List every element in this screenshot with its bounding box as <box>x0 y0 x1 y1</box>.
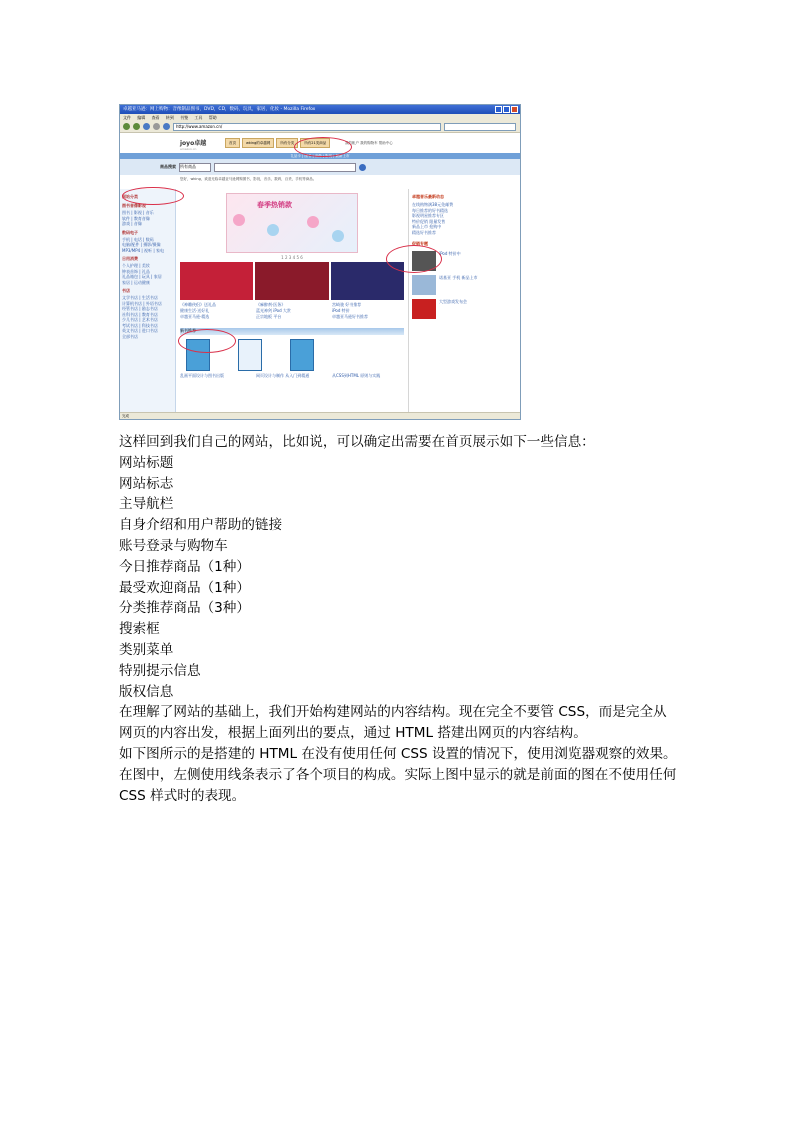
category-link: 经管书店 | 励志书店 <box>122 306 158 311</box>
body-paragraph: 在理解了网站的基础上，我们开始构建网站的内容结构。现在完全不要管 CSS，而是完全从网页的内容出发，根据上面列出的要点，通过 HTML 搭建出网页的内容结构。 <box>119 704 667 742</box>
right-link: 每日推荐的好书精选 <box>412 207 448 213</box>
menu-item: 书签 <box>180 115 189 120</box>
promo-item <box>412 275 517 295</box>
site-logo: joyo卓越 amazon.cn <box>180 140 207 151</box>
list-item: 今日推荐商品（1种） <box>119 558 250 575</box>
promo-link: 卓越亚马逊好书推荐 <box>332 314 368 319</box>
menu-item: 工具 <box>194 115 203 120</box>
promo-item-text: iPod 特价中 <box>439 251 461 256</box>
annotation-ring <box>386 245 442 273</box>
promo-images <box>180 262 404 300</box>
menu-item: 编辑 <box>137 115 146 120</box>
promo-link: 健康生活·送好礼 <box>180 308 210 313</box>
category-link: 考试书店 | 科技书店 <box>122 322 158 328</box>
category-link: MP3/MP4 | 视听 | 家电 <box>122 247 164 253</box>
book-cover <box>290 339 314 371</box>
window-controls <box>495 106 518 113</box>
maximize-icon <box>503 106 510 113</box>
banner-title: 春季热销款 <box>257 201 292 209</box>
list-item: 网站标志 <box>119 475 174 492</box>
category-link: 礼品箱包 | 玩具 | 家居 <box>122 274 162 279</box>
list-item: 网站标题 <box>119 454 174 471</box>
right-link: 精选好书推荐 <box>412 229 436 235</box>
category-heading: 书店 <box>122 288 130 293</box>
site-search <box>120 159 520 175</box>
featured-banner <box>226 193 358 253</box>
category-link: 游戏 | 音像 <box>122 221 142 226</box>
promo-link: 蓝光神剑 iPod 大赏 <box>256 308 291 313</box>
category-link: 计算机书店 | 外语书店 <box>122 300 162 306</box>
promo-link: 卓越亚马逊·精选 <box>180 314 210 319</box>
list-item: 自身介绍和用户帮助的链接 <box>119 517 283 534</box>
nav-tab: 所有21类商品 <box>300 138 330 148</box>
category-menu <box>120 189 176 413</box>
address-bar: http://www.amazon.cn/ <box>173 123 441 131</box>
nav-tab: 所有分类 <box>276 138 298 148</box>
category-link: 全部书店 <box>122 333 138 339</box>
list-item: 最受欢迎商品（1种） <box>119 579 250 596</box>
book-caption: 网页设计与制作 从入门到精通 <box>256 373 310 378</box>
flower-graphic <box>267 224 279 236</box>
flower-graphic <box>233 214 245 226</box>
search-input <box>214 163 356 172</box>
main-content <box>176 189 408 413</box>
promo-item <box>412 299 517 319</box>
menu-item: 转到 <box>165 115 174 120</box>
annotation-ring <box>122 187 184 205</box>
section-heading: 新书推荐 <box>180 328 404 335</box>
right-title: 卓越音乐最新动态 <box>412 194 444 199</box>
back-icon <box>123 123 130 130</box>
category-heading: 数码电子 <box>122 229 138 235</box>
category-link: 文学书店 | 生活书店 <box>122 295 158 300</box>
flower-graphic <box>332 230 344 242</box>
reload-icon <box>143 123 150 130</box>
browser-screenshot-figure <box>119 104 521 420</box>
promo-image <box>180 262 253 300</box>
document-body <box>119 432 679 806</box>
right-link: 新品上市 抢购中 <box>412 224 442 229</box>
flower-graphic <box>307 216 319 228</box>
right-link: 在线购物满38元免邮费 <box>412 202 454 207</box>
menu-bar <box>120 114 520 121</box>
window-title: 卓越亚马逊：网上购物：音像制品图书，DVD，CD，数码，玩具，家居，化妆 - Mozilla Firefox <box>120 105 520 114</box>
promo-links <box>180 302 404 320</box>
stop-icon <box>153 123 160 130</box>
category-link: 家居 | 运动健康 <box>122 279 150 285</box>
menu-item: 查看 <box>151 115 160 120</box>
nav-toolbar <box>120 121 520 133</box>
promo-link: 《麻醉剂·医务》 <box>256 302 286 307</box>
list-item: 版权信息 <box>119 683 174 700</box>
category-link: 电脑/配件 | 摄影/摄像 <box>122 242 161 247</box>
promo-link: 《神雕侠侣》送礼品 <box>180 302 216 307</box>
category-link: 社科书店 | 教育书店 <box>122 311 158 317</box>
list-item: 账号登录与购物车 <box>119 537 228 554</box>
product-thumb <box>412 275 436 295</box>
right-link: 影视明星推荐专区 <box>412 213 444 218</box>
minimize-icon <box>495 106 502 113</box>
book-caption: 从CSS到HTML 原则与实践 <box>332 373 381 378</box>
promo-item-text: 诺基亚 手机 新品上市 <box>439 275 478 280</box>
nav-tab: wking的卓越网 <box>242 138 274 148</box>
right-link: 特价促销 限量发售 <box>412 218 446 224</box>
body-paragraph: 如下图所示的是搭建的 HTML 在没有使用任何 CSS 设置的情况下，使用浏览器观察的效果。在图中，左侧使用线条表示了各个项目的构成。实际上图中显示的就是前面的图在不使用任何 CSS 样式时的表现。 <box>119 745 677 804</box>
category-link: 英文书店 | 进口书店 <box>122 328 158 333</box>
web-page <box>120 133 520 413</box>
category-menu-title: 网站分类 <box>122 194 138 199</box>
book-caption: 乱画平面设计与图书出版 <box>180 373 224 378</box>
intro-paragraph: 这样回到我们自己的网站，比如说，可以确定出需要在首页展示如下一些信息： <box>119 434 595 450</box>
menu-item: 帮助 <box>208 115 217 120</box>
forward-icon <box>133 123 140 130</box>
category-link: 图书 | 影视 | 音乐 <box>122 210 154 215</box>
right-highlight: 促销专题 <box>412 241 428 246</box>
promo-link: 宫崎骏 好书推荐 <box>332 302 362 307</box>
annotation-ring <box>294 137 352 157</box>
search-label: 商品搜索 <box>160 164 176 169</box>
promo-item-text: 大型游戏发布会 <box>439 299 467 304</box>
category-link: 少儿书店 | 艺术书店 <box>122 317 158 322</box>
list-item: 特别提示信息 <box>119 662 201 679</box>
category-link: 个人护理 | 美妆 <box>122 263 150 268</box>
category-link: 钟表首饰 | 礼品 <box>122 268 150 274</box>
promo-image <box>255 262 328 300</box>
right-sidebar <box>408 189 520 413</box>
annotation-ring <box>178 329 236 353</box>
book-captions <box>180 373 404 379</box>
category-heading: 日用消费 <box>122 256 138 261</box>
hint-text: 您好，wking，欢迎光临卓越亚马逊网购图书，影视，音乐，数码，百货，手机等商品。 <box>120 175 520 183</box>
menu-item: 文件 <box>123 115 131 120</box>
search-scope-select: 所有商品 <box>179 163 211 172</box>
page-columns <box>120 189 520 413</box>
category-heading: 图书音像影视 <box>122 203 146 208</box>
nav-tab: 首页 <box>225 138 240 148</box>
account-links: 我的帐户 我的购物车 帮助中心 <box>345 141 393 145</box>
list-item: 主导航栏 <box>119 496 174 513</box>
category-link: 软件 | 教育音像 <box>122 215 150 221</box>
promo-link: iPod 特价 <box>332 308 350 313</box>
close-icon <box>511 106 518 113</box>
category-link: 手机 | 电话 | 数码 <box>122 236 154 242</box>
list-item: 分类推荐商品（3种） <box>119 600 250 617</box>
banner-pager: 1 2 3 4 5 6 <box>281 255 303 260</box>
home-icon <box>163 123 170 130</box>
status-bar: 完成 <box>120 412 520 419</box>
book-cover <box>238 339 262 371</box>
list-item: 类别菜单 <box>119 641 174 658</box>
promo-link: 正宗地板 平台 <box>256 314 282 319</box>
product-thumb <box>412 299 436 319</box>
search-icon <box>359 164 366 171</box>
search-box <box>444 123 516 131</box>
list-item: 搜索框 <box>119 621 160 638</box>
announce-bar: 礼品卡 | 图书 | 音像 | 影视 | 最新上市 <box>120 153 520 159</box>
